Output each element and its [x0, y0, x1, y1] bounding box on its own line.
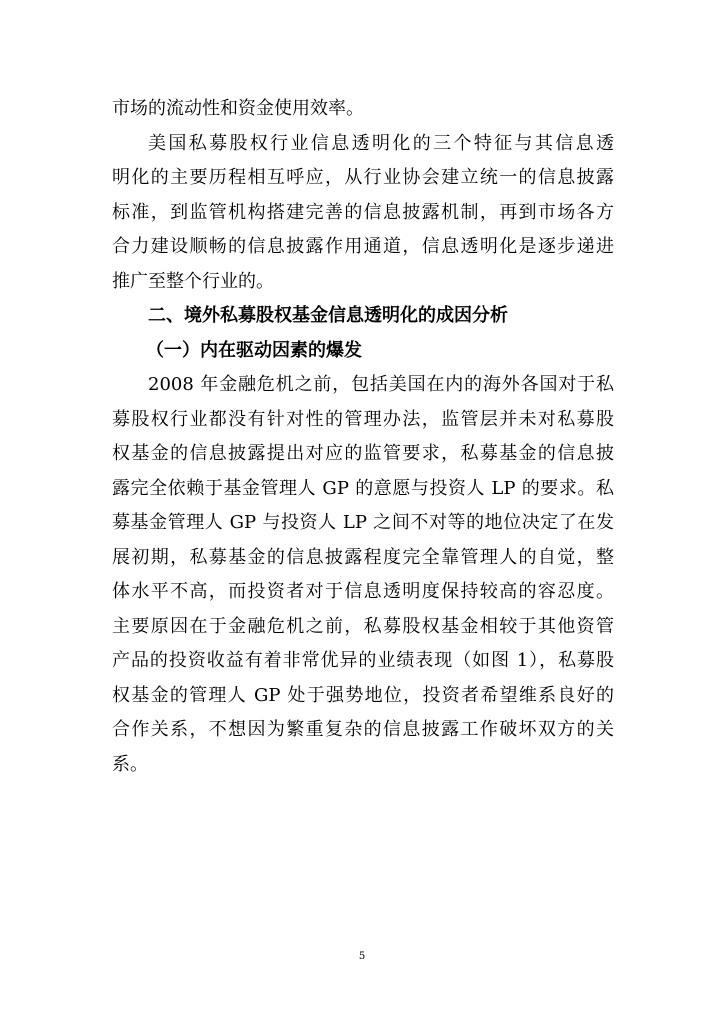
- subsection-heading: （一）内在驱动因素的爆发: [146, 339, 362, 361]
- paragraph-line: 产品的投资收益有着非常优异的业绩表现（如图 1），私募股: [112, 650, 614, 671]
- paragraph-line: 2008 年金融危机之前，包括美国在内的海外各国对于私: [148, 374, 614, 395]
- paragraph-line: 合作关系，不想因为繁重复杂的信息披露工作破坏双方的关: [112, 719, 614, 740]
- paragraph-line: 募股权行业都没有针对性的管理办法，监管层并未对私募股: [112, 408, 614, 430]
- paragraph-line: 推广至整个行业的。: [112, 270, 274, 292]
- paragraph-line: 露完全依赖于基金管理人 GP 的意愿与投资人 LP 的要求。私: [112, 477, 614, 499]
- paragraph-line: 体水平不高，而投资者对于信息透明度保持较高的容忍度。: [112, 581, 614, 602]
- paragraph-line: 明化的主要历程相互呼应，从行业协会建立统一的信息披露: [112, 167, 614, 188]
- paragraph-line: 展初期，私募基金的信息披露程度完全靠管理人的自觉，整: [112, 546, 614, 568]
- section-heading: 二、境外私募股权基金信息透明化的成因分析: [148, 305, 508, 326]
- paragraph-line: 权基金的信息披露提出对应的监管要求，私募基金的信息披: [112, 443, 614, 464]
- paragraph-line: 权基金的管理人 GP 处于强势地位，投资者希望维系良好的: [112, 684, 614, 706]
- paragraph-line: 主要原因在于金融危机之前，私募股权基金相较于其他资管: [112, 615, 614, 637]
- paragraph-line: 募基金管理人 GP 与投资人 LP 之间不对等的地位决定了在发: [112, 512, 614, 533]
- paragraph-line: 系。: [112, 753, 148, 775]
- page-number: 5: [358, 951, 366, 962]
- document-body: [112, 92, 614, 782]
- paragraph-line: 合力建设顺畅的信息披露作用通道，信息透明化是逐步递进: [112, 236, 614, 257]
- paragraph-line: 美国私募股权行业信息透明化的三个特征与其信息透: [148, 132, 614, 154]
- paragraph-line: 市场的流动性和资金使用效率。: [112, 98, 364, 119]
- paragraph-line: 标准，到监管机构搭建完善的信息披露机制，再到市场各方: [112, 201, 614, 223]
